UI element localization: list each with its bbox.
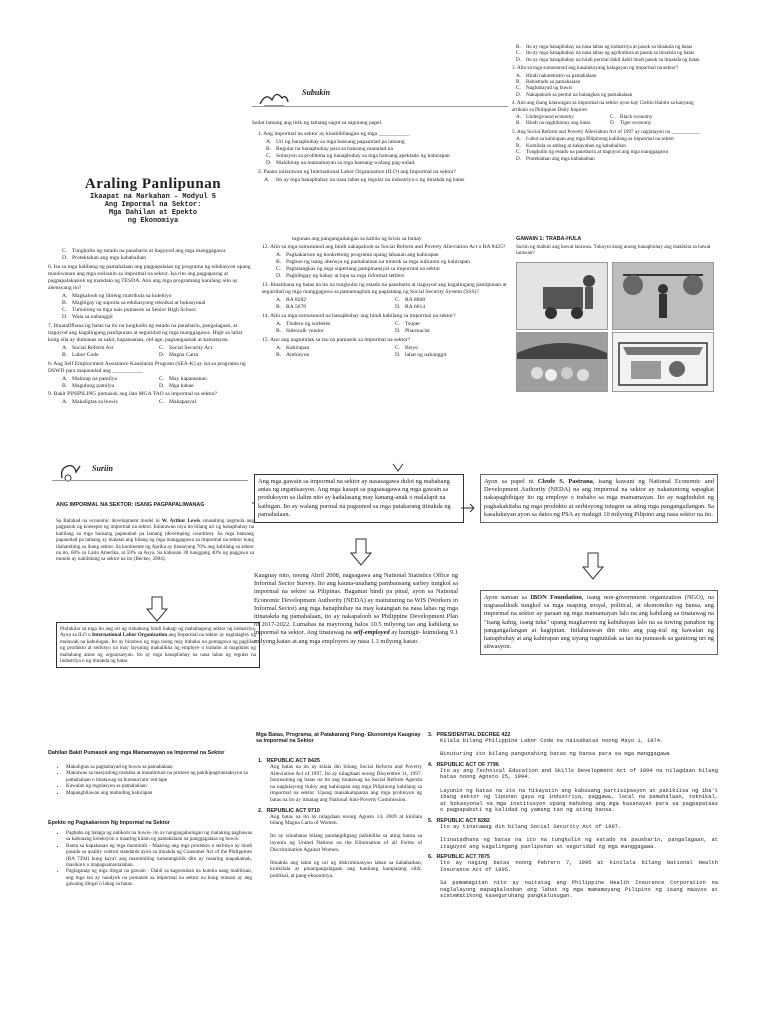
question-4-option: C. Black economy [610, 114, 653, 121]
middle-top-line: tugunan ang pangangailangan sa kabila ng krisis sa buhay [292, 236, 422, 242]
suriin-para1: Sa Balahad na economic development model ni W. Arthur Lewis sinasabing nagmula ang pagpasok ng konsepto ng impormal na sektor. Inilarawan niya ito bilang uri ng hanapbuhay na kabilang sa mga bansang papaunlad pa lamang (developing countries). Sa mga bansang papaunlad pa lamang ay matatas ang bilang ng mga manggagawa sa impormal na sektor kung ihahambing sa ibang sektor. Sa kontinente ng Aprika ay tinatayang 70% ang kabilang sa sektor na ito, 60% sa Latin Amerika, at 59% sa Asya. Sa kabuuan 30 hanggang 40% ng paggawa sa mundo ay nabibilang sa sektor na ito (Becker, 2004). [56, 518, 254, 563]
question-13-option: A. RA 8282 [276, 297, 307, 303]
question-5-left-option: C. Tungkulin ng estado na pausbarin at itaguyod ang mga manggagawa [62, 248, 226, 254]
law-description: Ang batas na ito ay kilala din bilang Social Reform and Poverty Alleviation Act of 1997. Ito ay nilagdaan noong Disyembre 11, 1997. Isinusulong ng batas na ito ang tinatawag na Social Reform Agenda na naglalayong ituloy ang kahirapan ang mga Pilipinong kabilang sa impormal na sektor. Upang maisakatuparan ang mga probisyon ng batas na ito ay itinatag ang National Anti-Poverty Commission. [270, 764, 422, 803]
law-name: REPUBLIC ACT 8425 [266, 758, 320, 764]
photo-vendor-carrying-goods [612, 262, 714, 330]
suriin-title: Suriin [92, 464, 113, 473]
cover-title: Araling Panlipunan [84, 176, 222, 192]
question-15-option: D. lahat ng nabanggit [395, 352, 447, 358]
subukin-icon [256, 86, 290, 112]
question-14-option: D. Pharmacist [395, 328, 430, 334]
cover-sub4: ng Ekonomiya [127, 217, 179, 225]
question-5-option: B. Kumilala sa ambag at kakayahan ng kababaihan [516, 142, 626, 149]
question-4-option: A. Underground economy [516, 114, 574, 121]
question-7-option: B. Labor Code [62, 352, 99, 358]
arrow-center-right [460, 500, 476, 518]
dahilan-list [56, 764, 252, 796]
law-description: Ito ay ang Technical Education and Skills Development Act of 1994 na nilagdaan bilang batas noong Agosto 25, 1994. Layunin ng batas na ito na hikayatin ang kabuuang partisipasyon at pakikiisa ng iba't ibang sektor ng lipunan gaya ng industriya, paggawa, local na pamahalaan, teknikal, at bokasyonal na mga institusyon upang mahubog ang mga kasanayan para sa pagpapataas o pagpapabuti ng kalidad ng yamang tao ng ating bansa. [440, 767, 718, 814]
subukin-body [252, 120, 508, 184]
law-number: 2. [258, 807, 263, 814]
question-13-option: D. RA 6614 [395, 304, 426, 310]
question-1-option: D. Mahihirap na mamamayan sa mga bansang walang pag-unlad. [266, 160, 416, 166]
question-7: 7. Itinataflfhana ng batas na ito na tungkulin ng estado na pausbarin, pangalagaan, at itaguyod ang kagalingang panlipunan at seguridad ng mga manggagawa. Higit sa lahat kung sila ay dumanas sa sakit, kapansanan, old age, pagsangaanak at kamatayan. [48, 323, 243, 343]
subukin-rule [252, 106, 508, 107]
question-4: 4. Ano ang ibang katawagan sa impormal na sektor ayon kay Cielito Habito sa kanyang artikulo sa Philippine Daily Inquirer [512, 100, 694, 113]
question-9-option: C. Makapasyal [159, 399, 197, 405]
right-box-2: Ayon naman sa IBON Foundation, isang non-government organization (NGO), na nagsasaliksik tungkol sa mga usaping sosyal, political, at ekonomiko ng bansa, ang impormal na sektor ay paraan ng mga mamamayan lalo na ang kabilang sa tinatawag na "isang kahig, isang tuka" upang magkaroon ng kabuhayan lalo na sa tuwing panahon ng pangangailangan at kagipitan. Inilalarawan din nito ang pag-iral ng kawalan ng hanapbuhay at ang kahirapan ang siyang nagtutulak sa tao na pumasok sa ganitong uri ng sitwasyon. [480, 590, 718, 655]
question-3-option: B. Rehistrado sa pamahalaan [516, 79, 581, 86]
suriin-rule [52, 480, 248, 481]
dahilan-item: • Kawalan ng regulasyon sa pamahalaan [66, 783, 252, 789]
question-3-option: C. Nagbabayad ng buwis [516, 85, 573, 92]
question-2-cont-option: C. Ito ay mga hanapbuhay na nasa labas ng agrikultura at pasok sa itinakda ng batas [516, 50, 695, 57]
question-9-option: A. Makaligtas sa buwis [62, 399, 118, 405]
question-15-option: C. Bisyo [395, 345, 419, 351]
question-4-option: D. Tiger economy [610, 120, 652, 127]
dahilan-title: Dahilan Bakit Pumasok ang mga Mamamayan sa Impormal na Sektor [48, 750, 225, 756]
epekto-title: Epekto ng Pagkakaroon Ng Impormal na Sektor [48, 820, 170, 826]
question-12-option: A. Pagkakaroon ng konkretong programa upang labanan ang kahirapan [276, 252, 439, 258]
subukin-instruction: Isulat lamang ang titik ng tamang sagot sa sagutang papel. [252, 120, 383, 126]
law-entry [428, 854, 718, 900]
question-15: 15. Ano ang nagtutulak sa tao na pumasok sa impormal na sektor? [262, 337, 411, 343]
question-14-option: C. Tsuper [395, 321, 421, 327]
question-3-option: A. Hindi nakarehistro sa pamahalaan [516, 72, 597, 79]
batas-col1 [258, 758, 422, 884]
question-5-option: D. Protektahan ang mga kababaihan [516, 155, 595, 162]
question-1: 1. Ang impormal na sektor ay kinabibilangan ng mga ___________ [258, 131, 410, 137]
question-8-option: D. Mga babae [159, 383, 194, 389]
question-8-option: B. Magulong pamilya [62, 383, 115, 389]
law-name: REPUBLIC ACT OF 7796 [436, 761, 499, 768]
question-7-option: C. Social Security Act [159, 345, 213, 351]
suriin-para2-box: Pinfakilar sa mga ito ang uri ng trabahong hindi bahagi ng mababagong sektor ng industriya. Ayon sa ILO o International Labor Organization ang Impormal na sektor ay nagtatagley ng malawak na kahulugan. Ito ay binubuo ng mga taong may trabaho na gumagawa ng paglilao ng produkto at serbisyo na may layuning makalikha ng employe o trabaho at magdulot ng mababang antas ng organisasyon. Ito ay mga hanapbuhay na nasa labas ng regular na industriya o ng itinakda ng batas [56, 622, 260, 668]
question-6-option: D. Wala sa nabanggit [62, 314, 113, 320]
question-5: 5. Ang Social Reform and Poverty Alleviation Act of 1997 ay naglalayon na ___________ [512, 128, 700, 135]
arrow-down-3 [582, 552, 604, 585]
law-name: PRESIDENTIAL DECREE 422 [436, 732, 511, 738]
question-14-option: B. Sidewalk vendor [276, 328, 324, 334]
question-12-option: D. Pagbibigay ng bahay at lupa sa mga informal settlers [276, 273, 405, 279]
right-box-1: Ayon sa papel ni Cleofe S. Pastrana, isang kawani ng National Economic and Development Authority (NEDA) na ang impormal na sektor ay nakatuntong sapagkat nakapagbibigay ito ng employe o trabaho sa mga mamamayan. Ito ay nagdudulot ng pagkakakitaha ng mga produkto at serbisyong tutugon sa ating mga pangangailangan. Sa kasalukuyan ayon sa datos ng PSA ay mahigit 10 milyong Pilipino ang nasa sektor na ito. [480, 474, 718, 523]
epekto-item: • Pagbaba ng halaga ng nalikom na buwis- ito ay nangangahulugan ng malaking pagbawas sa kabuuang koleksyon o maaring kitain ng pamahalaan na panggagalasa ng buwis. [66, 830, 252, 843]
law-entry [258, 758, 422, 804]
question-12-option: B. Pagbuo ng isang ahensya ng pamahalaan na tututok sa mga suliranin ng kahirapan [276, 259, 470, 265]
question-1-option: B. Regular na hanapbuhay para sa bansang maunlad na [266, 146, 393, 152]
question-6-option: A. Magkaloob ng libreng matrikula sa kolehiyo [62, 293, 172, 299]
law-number: 5. [428, 817, 433, 824]
question-8-option: A. Mahirap na pamilya [62, 376, 118, 382]
center-box-2: Kaugnay nito, noong Abril 2008, nagsagawa ang National Statistics Office ng Informal Sector Survey. Ito ang kauna-unahang pambansang sarbey tungkol sa impormal na sektor sa Pilipinas. Bagamat hindi pa pinal, ayon sa National Economic Development Authority (NEDA) ay maituturing na WIS (Workers in Informal Sector) ang mga hanapbuhay na may katangian na nasa labas ng mga itinatakda ng pamahalaan, ito ay nakapaloob sa Philippine Development Plan of 2017-2022. Lumabas na mayroong halos 10.5 milyong tao ang kabilang sa impormal na sektor. Ang tinatawag na self-employed ay humigit- kumulang 9.1 milyong katao at ang mga employers ay nasa 1.3 milyong katao. [254, 572, 459, 645]
question-8: 8. Ang Self Employment Assistance Kaunlaran Program (SEA-K) ay isa sa programa ng DSWD para mapaunlad ang ___________ [48, 361, 246, 374]
question-6-option: B. Magbigay ng suporta sa edukasyong teknikal at bokasyunal [62, 300, 206, 306]
question-2-cont-option: B. Ito ay mga hanapbuhay na nasa labas ng industriya at pasok sa itinakda ng batas [516, 44, 693, 50]
law-name: REPUBLIC ACT 8282 [436, 817, 490, 824]
question-3-option: D. Nakapaloob sa permit na balangkas ng pamahalaan [516, 91, 633, 98]
law-description: Kilala bilang Philippine Labor Code na naisabatas noong Mayo 1, 1974. Binuturing ito bilang pangunahing batas ng bansa para sa mga manggagawa [440, 738, 670, 758]
photo-street-vendor-cart [516, 262, 608, 330]
law-description: Ito ay tinatawag din bilang Social Security Act of 1997. Itinatadhana ng batas na ito na tungkulin ng estado na pausbarin, pangalagaan, at itaguyod ang kagalingang panlipunan at seguridad ng mga manggagawa. [440, 823, 718, 850]
batas-col2 [428, 732, 718, 904]
question-13-option: C. RA 8868 [395, 297, 426, 303]
question-9: 9. Bakit PINIPILING pumasok ang ilan MGA TAO sa impormal na sektor? [48, 391, 218, 397]
left-questions [48, 248, 252, 406]
question-13-option: B. RA 5678 [276, 304, 307, 310]
question-6: 6. Isa sa mga halibang ng pamahalaan ang pagpapalalao ng programa ng edukasyon upang mauliwanan ang mga suliranin sa impormal na sektor. Isa rito ang pagpaparag at pagpapalakasiok ng mandato ng TESDA. Ano ang mga programang kanilang nito ay ahensyang ito? [48, 264, 251, 291]
law-number: 4. [428, 761, 433, 768]
question-15-option: A. Kahirapan [276, 345, 310, 351]
law-name: REPUBLIC ACT 7875 [436, 854, 490, 861]
question-13: 13. Itinatihana ng batas na ito na tungkulin ng estado na pausbarin at itaguyod ang kagalingang panlipunan at seguridad ng mga manggagawa sa pamamagitan ng pagtatatag ng Social Security System (SSS)? [262, 282, 507, 295]
question-7-option: D. Magna Carta [159, 352, 199, 358]
law-entry [428, 732, 718, 758]
question-1-option: C. Solusyon sa problema ng hanapbuhay sa mga bansang apektado ng kahirapan [266, 153, 450, 159]
question-5-option: A. I-abot sa kahirapan ang mga Pilipinong kabilang sa impormal na sektor [516, 136, 675, 143]
question-7-option: A. Social Reform Act [62, 345, 114, 351]
law-description: Ang batas na ito ay nilagdaan noong Agosto 14, 2009 at kinilala bilang Magna Carta of Women. Ito ay isinabatas bilang pandaigdigang pahikdiha sa ating bansa sa layunin ng United Nations on the Elimination of all Forms of Discrimination Against Women. Itinakda ang lahat ng uri ng diskriminasyon laban sa kababaihan, kinikilala at pinangangalagaan ang kanilang karapatang sibil, politikal, at pang-ekonomiya. [270, 813, 422, 879]
question-12: 12. Alin sa mga sumusunod ang hindi nakapaloob sa Social Reform and Poverty Alleviation Act o RA 8425? [262, 244, 506, 250]
question-8-option: C. May kapansanan [159, 376, 207, 382]
law-entry [258, 808, 422, 880]
question-6-option: C. Tumulong sa mga nais pumasok sa Senior High School [62, 307, 196, 313]
cover-sub1: Ikaapat na Markahan – Modyul 5 [89, 193, 217, 201]
dahilan-item: • Makaligtas sa pagbabayad ng buwis sa pamahalaan [66, 764, 252, 770]
photo-sari-sari-store [612, 332, 714, 392]
batas-title: Mga Batas, Programa, at Patakarang Pang- Ekonomiya Kaugnay sa Impormal na Sektor [256, 732, 421, 744]
law-description: Ito ay naging batas noong Pebrero 7, 1995 at kinilala bilang National Health Insurance Act of 1995. Sa pamamagitan nito ay naitatag ang Philippine Health Insurance Corporation na naglalayong mapagkalooban ang lahat ng mga mamamayang Pilipino ng isang maayos at sistematikong kaseguruhang pangkalusugan. [440, 860, 718, 900]
question-2-cont-option: D. Ito ay mga hanapbuhay na hindi pormal dahil dahil hindi pasok sa itinakda ng batas [516, 56, 700, 63]
dahilan-item: • Mapanghilawan ang matinding kahirapan [66, 790, 252, 796]
photo-fruit-stand [516, 332, 608, 392]
question-2: 2. Paano inilarawan ng International Labor Organization (ILO) ang Impormal na sektor? [258, 169, 457, 175]
question-4-option: B. Hindi na naghihintay ang batas [516, 120, 591, 127]
question-14-option: A. Tindero ng sorbetes [276, 321, 331, 327]
arrow-down-2 [350, 538, 372, 571]
question-5-left-option: D. Protektahan ang mga kababaihan [62, 255, 147, 261]
question-5-option: C. Tungkulin ng estado na pausbarin at itaguyod ang mga manggagawa [516, 149, 669, 156]
law-number: 6. [428, 854, 433, 861]
middle-questions [262, 236, 510, 359]
law-number: 3. [428, 732, 433, 738]
question-15-option: B. Ambisyon [276, 352, 310, 358]
epekto-list [56, 830, 252, 888]
law-entry [428, 818, 718, 850]
dahilan-item: • Makaiwas sa masyadong mahaba at masalimuot na proseso ng pakikipagtransaksyon sa pamahalaan o tinatawag na bureaucratic red tape [66, 770, 252, 783]
question-2-option: A. Ito ay mga hanapbuhay na nasa labas ng regular na industriya o ng itinakda ng batas [264, 177, 465, 183]
question-14: 14. Alin sa mga sumusunod na hanapbuhay ang hindi kabilang sa impormal na sektor? [262, 313, 456, 319]
epekto-item: • Paglaganap ng mga illegal na gawain - Dahil sa kagustuhan na kumita nang mabilisan, ang mga tao ay naudyok na pumasok sa impormal na sektor na kung minsan ay ang gawaing illegal o labag sa batas. [66, 868, 252, 887]
suriin-heading: ANG IMPORMAL NA SEKTOR: ISANG PAGPAPALIWANAG [56, 502, 205, 508]
subukin-title: Subukin [302, 88, 331, 97]
cover-title-block [60, 176, 246, 225]
top-right-questions [512, 44, 700, 162]
epekto-item: • Banta sa kapakanan ng mga mamimili - Maaring ang mga produkto o serbisyo ay hindi pasado sa quality control standards ayon sa itinakda ng Consumer Act of the Philippines (RA 7394) kung kaya't ang mamimiling tumatangkilik dito ay maaring mapahamak, masikuro o mapagsamantalahan. [66, 843, 252, 869]
center-box-1: Ang mga gawain sa impormal na sektor ay nasasagawa dulot ng mababang antas ng organisasyon. Ang mga kasapi sa pagsasagawa ng mga gawain sa produksyon sa ilalim nito ay kadalasang may kanang-anak o malalapit na kaibigan. Ito ay walang pormal na pagsunod sa mga patakarang itinakda ng pamahalaan. [254, 474, 464, 523]
law-name: REPUBLIC ACT 9710 [266, 807, 320, 814]
question-3: 3. Alin sa mga sumusunod ang kasalukuyang kalagayan ng impormal na sektor? [512, 65, 679, 72]
gawain-instruction: Suriin ng mabuti ang bawat larawan. Tukuyin kung anong hanapbuhay ang makikita sa bawat larawan? [516, 244, 711, 257]
question-1-option: A. Uri ng hanapbuhay sa mga bansang papaunlad pa lamang [266, 139, 405, 145]
law-number: 1. [258, 758, 263, 764]
cover-sub2: Ang Impormal na Sektor: [104, 201, 202, 209]
cover-sub3: Mga Dahilan at Epekto [108, 209, 198, 217]
law-entry [428, 762, 718, 814]
question-12-option: C. Pagtalangkas ng mga supertang pampinansyal sa impormal na sektor [276, 266, 441, 272]
gawain-title: GAWAIN 1: TRABA-HULA [516, 236, 582, 242]
